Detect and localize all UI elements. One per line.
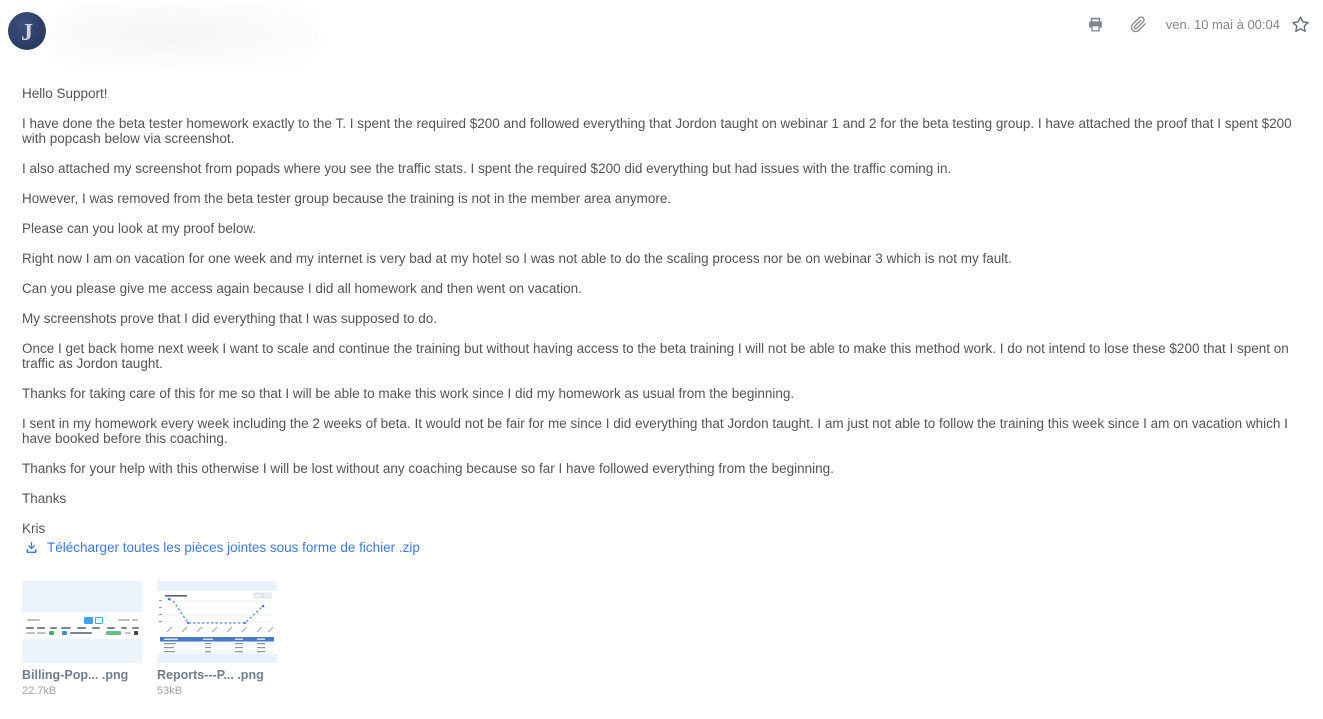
star-icon[interactable] [1289,13,1312,36]
redacted-sender-info [48,4,320,70]
attachment-card-billing[interactable] [22,581,142,697]
email-paragraph: Once I get back home next week I want to scale and continue the training but without having access to the beta training I will not be able to make this method work. I do not intend to lose these $200 that I spent on traffic as Jordon taught. [22,341,1289,371]
email-paragraph: Right now I am on vacation for one week and my internet is very bad at my hotel so I was not able to do the scaling process nor be on webinar 3 which is not my fault. [22,251,1012,266]
email-paragraph: Thanks for taking care of this for me so that I will be able to make this work since I did my homework as usual from the beginning. [22,386,795,401]
email-paragraph: Hello Support! [22,86,108,101]
email-paragraph: Thanks [22,491,67,506]
header-actions [1084,13,1312,36]
email-paragraph: I also attached my screenshot from popads where you see the traffic stats. I spent the required $200 did everything but had issues with the traffic coming in. [22,161,952,176]
email-paragraph: However, I was removed from the beta tester group because the training is not in the member area anymore. [22,191,672,206]
avatar-letter: J [21,20,33,46]
attachment-filesize: 22.7kB [22,685,57,697]
attachment-list [22,581,1323,697]
avatar[interactable] [8,12,46,50]
paperclip-icon[interactable] [1128,14,1149,35]
attachment-filename: Billing-Pop... .png [22,668,129,682]
print-icon[interactable] [1084,13,1107,36]
email-paragraph: Can you please give me access again because I did all homework and then went on vacation. [22,281,582,296]
email-header [0,0,1323,86]
attachment-card-reports[interactable] [157,581,277,697]
attachment-filesize: 53kB [157,685,183,697]
download-icon [24,540,39,555]
download-all-label: Télécharger toutes les pièces jointes sous forme de fichier .zip [47,540,420,555]
attachment-thumbnail-reports[interactable] [157,581,277,663]
email-paragraph: Thanks for your help with this otherwise I will be lost without any coaching because so far I have followed everything from the beginning. [22,461,834,476]
download-all-attachments-link[interactable] [24,540,1323,555]
attachment-thumbnail-billing[interactable] [22,581,142,663]
email-paragraph: I sent in my homework every week including the 2 weeks of beta. It would not be fair for me since I did everything that Jordon taught. I am just not able to follow the training this week since I am on vacation which I have booked before this coaching. [22,416,1288,446]
signature: Kris [22,521,46,536]
email-paragraph: I have done the beta tester homework exactly to the T. I spent the required $200 and followed everything that Jordon taught on webinar 1 and 2 for the beta testing group. I have attached the proof that I spent $200 with popcash below via screenshot. [22,116,1292,146]
attachment-filename: Reports---P... .png [157,668,264,682]
email-body [0,86,1323,536]
email-paragraph: Please can you look at my proof below. [22,221,257,236]
reports-chart-preview [157,591,277,654]
email-paragraph: My screenshots prove that I did everything that I was supposed to do. [22,311,437,326]
email-date: ven. 10 mai à 00:04 [1165,17,1280,32]
